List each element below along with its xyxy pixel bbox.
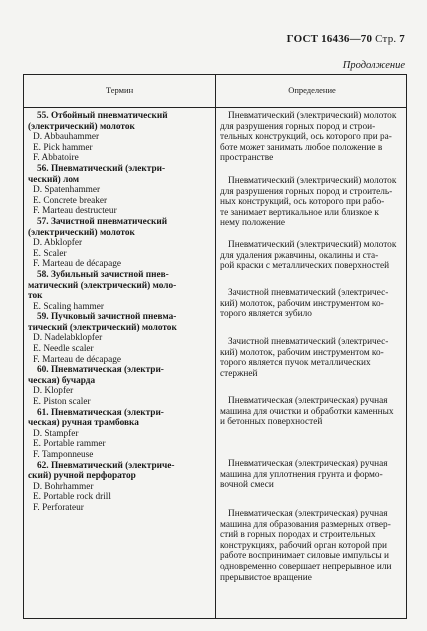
- definition-line: и бетонных поверхностей: [220, 417, 323, 428]
- term-russian-line: тический (электрический) молоток: [28, 322, 177, 333]
- definition-line: кий) молоток, рабочим инструментом ко-: [220, 347, 384, 358]
- term-russian-line: ток: [28, 291, 43, 302]
- term-translation-f: F. Marteau de décapage: [33, 259, 122, 270]
- column-header-definition: Определение: [288, 85, 336, 95]
- definition-line: Пневматическая (электрическая) ручная: [228, 396, 388, 406]
- term-russian-line: ческий) лом: [28, 174, 80, 185]
- definition-text: [220, 111, 404, 164]
- term-translation-d: D. Bohrhammer: [33, 481, 94, 492]
- term-translation-d: D. Abbauhammer: [33, 132, 100, 143]
- term-translation-f: F. Perforateur: [33, 502, 84, 513]
- terms-column: [28, 111, 212, 514]
- definition-line: Зачистной пневматический (электричес-: [228, 337, 389, 347]
- definition-line: рой краски с металлических поверхностей: [220, 261, 390, 272]
- term-translation-e: E. Portable rammer: [33, 439, 106, 450]
- standard-number: ГОСТ 16436—70: [286, 33, 373, 45]
- definition-text: [220, 288, 404, 320]
- term-entry: [28, 461, 212, 514]
- definition-text: [220, 396, 404, 428]
- definition-line: пространстве: [220, 153, 274, 164]
- definition-line: те занимает вертикальное или близкое к: [220, 207, 379, 218]
- term-russian-line: ческая) ручная трамбовка: [28, 418, 139, 429]
- term-russian-line: 61. Пневматическая (электри-: [37, 407, 164, 418]
- definition-line: тельных конструкций, ось которого при ра-: [220, 132, 392, 143]
- definition-line: прерывистое вращение: [220, 572, 312, 583]
- term-translation-f: F. Tamponneuse: [33, 450, 94, 460]
- header-divider: [24, 107, 406, 108]
- term-russian-line: 60. Пневматическая (электри-: [37, 365, 164, 376]
- term-russian-line: (электрический) молоток: [28, 121, 135, 132]
- definition-line: торого является пучок металлических: [220, 358, 371, 369]
- term-translation-f: F. Abbatoire: [33, 153, 79, 164]
- definition-line: торого является зубило: [220, 309, 312, 320]
- continuation-label: Продолжение: [342, 60, 405, 71]
- term-russian-line: ский) ручной перфоратор: [28, 471, 136, 482]
- column-header-term: Термин: [105, 85, 134, 95]
- definition-line: боте может занимать любое положение в: [220, 142, 383, 153]
- definition-text: [220, 240, 404, 272]
- definition-line: для разрушения горных пород и строитель-: [220, 186, 393, 197]
- definition-line: одновременно совершает непрерывное или: [220, 561, 392, 572]
- definition-line: машина для очистки и обработки каменных: [220, 406, 394, 417]
- term-translation-f: F. Marteau destructeur: [33, 206, 117, 217]
- term-translation-e: E. Concrete breaker: [33, 195, 108, 206]
- term-entry: [28, 270, 212, 312]
- term-translation-d: D. Klopfer: [33, 386, 74, 397]
- definition-text: [220, 459, 404, 491]
- term-russian-line: 62. Пневматический (электриче-: [37, 460, 175, 471]
- definition-line: кий) молоток, рабочим инструментом ко-: [220, 298, 384, 309]
- definition-line: Зачистной пневматический (электричес-: [228, 288, 389, 298]
- page-header: [287, 33, 405, 45]
- definition-line: Пневматический (электрический) молоток: [228, 176, 397, 186]
- definition-text: [220, 337, 404, 379]
- definition-line: Пневматический (электрический) молоток: [228, 111, 397, 121]
- definition-text: [220, 509, 404, 583]
- term-translation-f: F. Marteau de décapage: [33, 354, 122, 365]
- definition-text: [220, 176, 404, 229]
- term-entry: [28, 217, 212, 270]
- definition-line: машина для уплотнения грунта и формо-: [220, 469, 383, 480]
- term-translation-e: E. Scaling hammer: [33, 301, 104, 312]
- term-russian-line: 56. Пневматический (электри-: [37, 163, 166, 174]
- term-translation-e: E. Portable rock drill: [33, 492, 111, 503]
- definition-line: Пневматическая (электрическая) ручная: [228, 509, 388, 519]
- term-russian-line: матический (электрический) моло-: [28, 280, 177, 291]
- definition-line: машина для образования размерных отвер-: [220, 519, 391, 530]
- term-entry: [28, 312, 212, 365]
- definition-line: Пневматическая (электрическая) ручная: [228, 459, 388, 469]
- term-translation-d: D. Spatenhammer: [33, 185, 101, 196]
- term-translation-e: E. Scaler: [33, 248, 67, 259]
- term-russian-line: 59. Пучковый зачистной пневма-: [37, 312, 177, 323]
- terms-table: [23, 74, 407, 619]
- term-russian-line: 55. Отбойный пневматический: [37, 111, 168, 121]
- term-translation-e: E. Piston scaler: [33, 397, 91, 408]
- term-russian-line: (электрический) молоток: [28, 227, 135, 238]
- page-label: Стр.: [375, 33, 397, 45]
- definition-line: ных конструкций, ось которого при рабо-: [220, 197, 385, 208]
- term-translation-e: E. Needle scaler: [33, 344, 94, 355]
- page-number: 7: [399, 33, 405, 45]
- term-entry: [28, 365, 212, 407]
- term-translation-d: D. Abklopfer: [33, 238, 83, 249]
- definition-line: стержней: [220, 368, 258, 379]
- term-translation-d: D. Nadelabklopfer: [33, 333, 103, 344]
- definition-line: работе воспринимает силовые импульсы и: [220, 551, 389, 562]
- definition-line: нему положение: [220, 218, 286, 229]
- definition-line: стий в горных породах и строительных: [220, 530, 376, 541]
- term-russian-line: 58. Зубильный зачистной пнев-: [37, 269, 169, 280]
- term-russian-line: 57. Зачистной пневматический: [37, 216, 168, 227]
- term-translation-e: E. Pick hammer: [33, 142, 93, 153]
- term-russian-line: ческая) бучарда: [28, 375, 96, 386]
- definition-line: Пневматический (электрический) молоток: [228, 240, 397, 250]
- definition-line: конструкциях, рабочий орган которой при: [220, 540, 387, 551]
- term-entry: [28, 164, 212, 217]
- definition-line: для удаления ржавчины, окалины и ста-: [220, 250, 379, 261]
- term-entry: [28, 408, 212, 461]
- definition-line: для разрушения горных пород и строи-: [220, 121, 376, 132]
- term-entry: [28, 111, 212, 164]
- column-divider: [215, 75, 216, 618]
- term-translation-d: D. Stampfer: [33, 428, 79, 439]
- definition-line: вочной смеси: [220, 480, 274, 491]
